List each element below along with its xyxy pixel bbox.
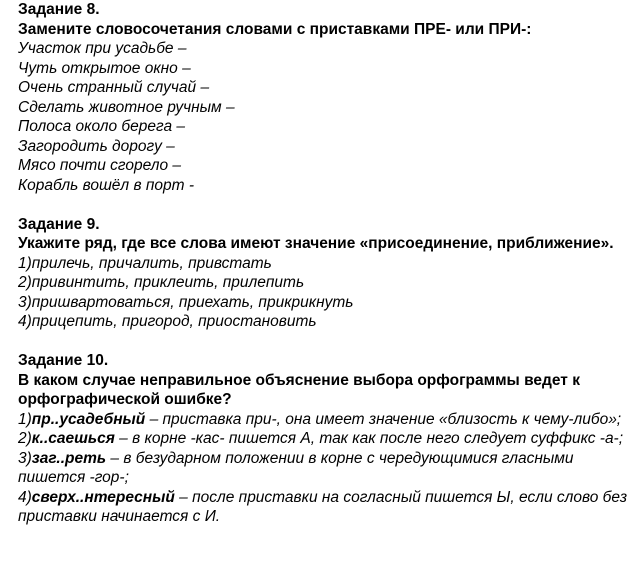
option-word: заг..реть — [31, 449, 107, 467]
option-word: к..саешься — [31, 430, 115, 447]
task8-item: Чуть открытое окно – — [18, 59, 191, 77]
option-word: пр..усадебный — [31, 410, 146, 428]
spacer — [18, 195, 634, 215]
option-number: 1) — [18, 410, 32, 428]
task8-item: Полоса около берега – — [18, 118, 186, 135]
task9-option: 4)прицепить, пригород, приостановить — [18, 313, 317, 330]
task10-option — [18, 449, 634, 469]
option-number: 4) — [18, 488, 32, 506]
task8-item: Участок при усадьбе – — [18, 40, 187, 57]
task10-option — [18, 429, 634, 449]
document-page — [18, 0, 634, 527]
task9-instruction: Укажите ряд, где все слова имеют значение «присоединение, приближение». — [18, 235, 614, 252]
task9-option: 2)привинтить, приклеить, прилепить — [18, 274, 305, 291]
task10-title: Задание 10. — [18, 352, 109, 369]
option-word: сверх..нтересный — [31, 488, 175, 506]
option-text: – приставка при-, она имеет значение «близость к чему-либо»; — [145, 410, 622, 428]
task8-item: Очень странный случай – — [18, 79, 210, 96]
spacer — [18, 332, 634, 352]
task10-instruction: В каком случае неправильное объяснение выбора орфограммы ведет к — [18, 371, 580, 389]
task10-option — [18, 488, 634, 508]
task9-title: Задание 9. — [18, 215, 100, 233]
task8-item: Загородить дорогу – — [18, 137, 175, 155]
task10-option — [18, 410, 634, 430]
task8-instruction: Замените словосочетания словами с приставками ПРЕ- или ПРИ-: — [18, 20, 532, 38]
task9-option: 1)прилечь, причалить, привстать — [18, 254, 272, 272]
task10-instruction-cont: орфографической ошибке? — [18, 391, 232, 408]
task9-option: 3)пришвартоваться, приехать, прикрикнуть — [18, 293, 354, 311]
option-number: 3) — [18, 449, 32, 467]
option-text: – в безударном положении в корне с чередующимися гласными — [106, 449, 574, 467]
task10-option-continuation: приставки начинается с И. — [18, 508, 221, 525]
option-text: – в корне -кас- пишется А, так как после него следует суффикс -а-; — [114, 430, 624, 447]
option-text: – после приставки на согласный пишется Ы, если слово без — [174, 488, 628, 506]
task8-title: Задание 8. — [18, 1, 100, 18]
task10-option-continuation: пишется -гор-; — [18, 469, 129, 486]
task8-item: Корабль вошёл в порт - — [18, 176, 195, 194]
task8-item: Мясо почти сгорело – — [18, 157, 182, 174]
task8-item: Сделать животное ручным – — [18, 98, 235, 116]
option-number: 2) — [18, 430, 32, 447]
